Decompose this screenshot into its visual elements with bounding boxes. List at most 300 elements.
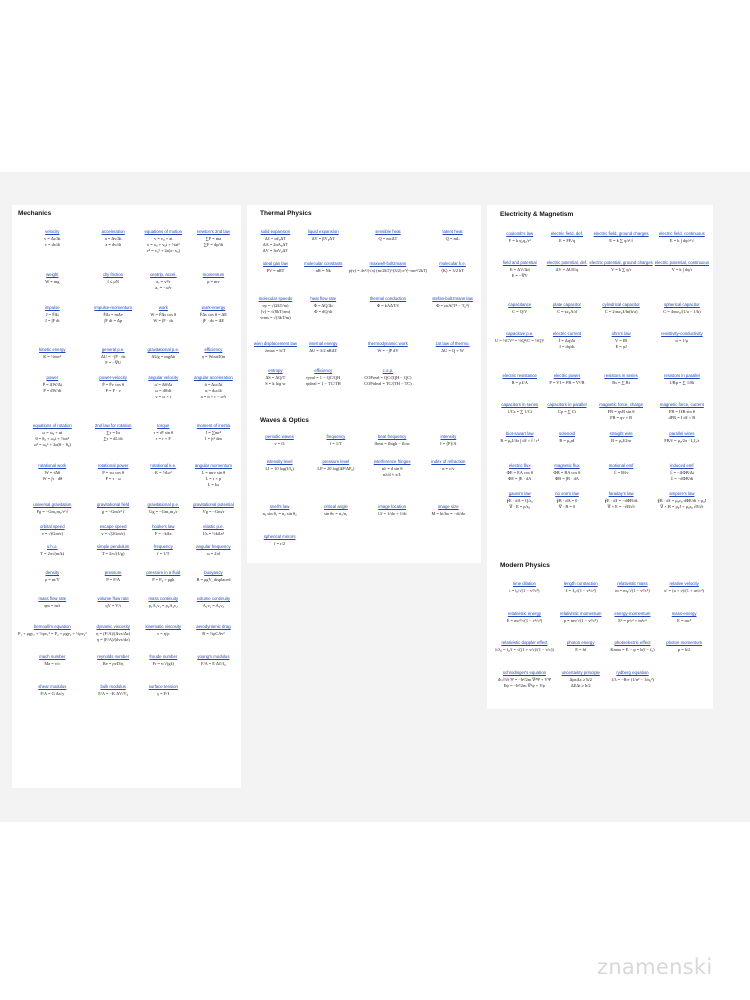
formula-label-link[interactable]: parallel wires xyxy=(669,431,695,436)
equation-line: E² = p²c² + m²c⁴ xyxy=(618,618,647,623)
formula-label-link[interactable]: hooke's law xyxy=(152,524,175,529)
formula-equation xyxy=(669,409,696,421)
formula-label-link[interactable]: impulse xyxy=(44,305,60,310)
equation-line: Cp = ∑ Ci xyxy=(557,409,577,414)
formula-equation xyxy=(446,236,460,242)
formula-label-link[interactable]: biot-savart law xyxy=(505,431,534,436)
equation-line: vrms = √(3kT/m) xyxy=(260,315,291,320)
formula-label-link[interactable]: no one's law xyxy=(555,491,579,496)
formula-cell xyxy=(140,684,187,708)
formula-equation xyxy=(152,354,176,360)
formula-label-link[interactable]: simple pendulum xyxy=(96,544,130,549)
formula-label-link[interactable]: molecular speeds xyxy=(258,296,293,301)
thermal-title: Thermal Physics xyxy=(260,210,312,217)
formula-label-link[interactable]: resistors in parallel xyxy=(663,373,700,378)
equation-line: P = τω cos θ xyxy=(102,470,125,475)
equation-line: Fg = −Gm₁m₂/r² r̂ xyxy=(36,509,68,514)
equation-line: C = 2πκε₀ℓ/ln(b/a) xyxy=(604,309,638,314)
formula-label-link[interactable]: capacitors in series xyxy=(501,402,539,407)
equation-line: v² = v₀² + 2a(x−x₀) xyxy=(146,248,180,253)
equation-line: ∑τ = Iα xyxy=(106,430,120,435)
em-grid xyxy=(495,231,709,520)
formula-label-link[interactable]: rotational k.e. xyxy=(150,463,177,468)
equation-line: dFB = I dℓ × B xyxy=(668,415,696,420)
formula-equation xyxy=(96,631,130,643)
equation-line: E = ΔV/Δd xyxy=(509,267,530,272)
equation-line: ΦB = ∫B · dA xyxy=(554,476,579,481)
formula-label-link[interactable]: snell's law xyxy=(269,504,290,509)
equation-line: n = c/v xyxy=(442,466,455,471)
formula-cell xyxy=(301,341,346,368)
formula-label-link[interactable]: volume flow rate xyxy=(97,596,129,601)
equation-line: ΔV = 3αV₀ΔT xyxy=(262,248,289,253)
formula-label-link[interactable]: interference fringes xyxy=(373,459,411,464)
formula-label-link[interactable]: bulk modulus xyxy=(100,684,126,689)
formula-label-link[interactable]: image location xyxy=(378,504,406,509)
formula-equation xyxy=(44,236,60,248)
formula-label-link[interactable]: gravitational p.e. xyxy=(147,347,180,352)
waves-title: Waves & Optics xyxy=(260,417,309,424)
equation-line: 1/Rp = ∑ 1/Ri xyxy=(669,380,695,385)
formula-cell xyxy=(90,624,137,654)
formula-equation xyxy=(507,618,542,624)
equation-line: f = r/2 xyxy=(274,541,286,546)
formula-label-link[interactable]: beat frequency xyxy=(377,434,407,439)
formula-label-link[interactable]: relativistic momentum xyxy=(559,611,602,616)
formula-label-link[interactable]: angular velocity xyxy=(148,375,179,380)
formula-label-link[interactable]: pressure xyxy=(104,570,122,575)
equation-line: C = κε₀A/d xyxy=(557,309,577,314)
formula-equation xyxy=(203,531,224,537)
formula-label-link[interactable]: mass continuity xyxy=(148,596,179,601)
formula-equation xyxy=(265,466,294,472)
equation-line: I = ∫r² dm xyxy=(205,436,222,441)
formula-label-link[interactable]: image size xyxy=(438,504,459,509)
formula-label-link[interactable]: thermodynamic work xyxy=(368,341,408,346)
formula-label-link[interactable]: wien displacement law xyxy=(253,341,297,346)
formula-equation xyxy=(677,618,691,624)
formula-label-link[interactable]: dry friction xyxy=(103,272,124,277)
formula-equation xyxy=(18,631,87,637)
formula-label-link[interactable]: electric field, continuous xyxy=(658,231,705,236)
equation-line: ρ = m/V xyxy=(44,577,60,582)
formula-label-link[interactable]: stefan-boltzmann law xyxy=(432,296,473,301)
formula-label-link[interactable]: cylindrical capacitor xyxy=(602,302,640,307)
formula-label-link[interactable]: surface tension xyxy=(148,684,178,689)
equation-line: K = ½Iω² xyxy=(154,470,172,475)
formula-equation xyxy=(274,441,284,447)
formula-label-link[interactable]: momentum xyxy=(202,272,225,277)
formula-label-link[interactable]: gauss's law xyxy=(508,491,531,496)
formula-cell xyxy=(18,375,87,423)
equation-line: ℰ = Bℓv xyxy=(613,470,629,475)
formula-label-link[interactable]: relativistic doppler effect xyxy=(501,640,548,645)
modern-grid xyxy=(495,581,709,706)
equation-line: p = mv/√(1 − v²/c²) xyxy=(563,618,598,623)
equation-line: 1/Cs = ∑ 1/Ci xyxy=(507,409,532,414)
formula-cell xyxy=(18,423,87,463)
formula-equation xyxy=(664,588,704,594)
mechanics-title: Mechanics xyxy=(18,210,52,217)
formula-equation xyxy=(611,438,631,444)
formula-label-link[interactable]: electric field, def. xyxy=(550,231,584,236)
formula-label-link[interactable]: velocity xyxy=(45,229,60,234)
formula-label-link[interactable]: s.h.o. xyxy=(47,544,58,549)
formula-label-link[interactable]: relativistic mass xyxy=(617,581,648,586)
formula-cell xyxy=(190,596,237,624)
formula-label-link[interactable]: 1st law of thermo. xyxy=(435,341,470,346)
formula-label-link[interactable]: aerodynamic drag xyxy=(196,624,231,629)
equation-line: ℰ = −ΔΦB/Δt xyxy=(669,470,694,475)
formula-label-link[interactable]: work-energy xyxy=(201,305,226,310)
formula-label-link[interactable]: spherical capacitor xyxy=(663,302,700,307)
formula-label-link[interactable]: plate capacitor xyxy=(552,302,581,307)
formula-label-link[interactable]: bernoulli's equation xyxy=(33,624,71,629)
formula-label-link[interactable]: electric potential, ground charges xyxy=(589,260,653,265)
equation-line: ω = dθ/dt xyxy=(155,388,172,393)
formula-equation xyxy=(614,470,629,476)
formula-equation xyxy=(43,382,62,394)
formula-label-link[interactable]: 2nd law for rotation xyxy=(94,423,132,428)
formula-label-link[interactable]: straight wire xyxy=(609,431,633,436)
formula-label-link[interactable]: escape speed xyxy=(99,524,127,529)
formula-cell xyxy=(301,296,346,341)
formula-label-link[interactable]: molecular constants xyxy=(304,261,343,266)
formula-equation xyxy=(500,438,539,444)
equation-line: ΔEΔt ≥ ħ/2 xyxy=(570,683,591,688)
formula-label-link[interactable]: acceleration xyxy=(101,229,125,234)
formula-equation xyxy=(510,267,530,279)
equation-line: Us = ½kΔx² xyxy=(202,531,225,536)
equation-line: Vg = −Gm/r xyxy=(202,509,225,514)
formula-cell xyxy=(18,347,87,375)
formula-label-link[interactable]: frequency xyxy=(153,544,173,549)
formula-label-link[interactable]: intensity level xyxy=(266,459,293,464)
equation-line: a꜀ = v²/r xyxy=(156,279,171,284)
formula-label-link[interactable]: angular acceleration xyxy=(194,375,233,380)
formula-label-link[interactable]: photoelectric effect xyxy=(614,640,651,645)
formula-equation xyxy=(150,312,176,324)
formula-label-link[interactable]: latent heat xyxy=(442,229,463,234)
formula-label-link[interactable]: mass-energy xyxy=(671,611,697,616)
formula-cell xyxy=(301,261,346,296)
formula-equation xyxy=(615,588,649,594)
equation-line: v = √(2Gm/r) xyxy=(101,531,125,536)
equation-line: ∮E · dℓ = −dΦB/dt xyxy=(604,498,638,503)
formula-label-link[interactable]: rydberg equation xyxy=(616,670,649,675)
formula-label-link[interactable]: resistors in series xyxy=(604,373,638,378)
formula-label-link[interactable]: magnetic force, current xyxy=(659,402,704,407)
formula-label-link[interactable]: molecular k.e. xyxy=(439,261,466,266)
equation-line: LP = 20 log(ΔP/ΔP₀) xyxy=(317,466,355,471)
formula-label-link[interactable]: electric current xyxy=(552,331,582,336)
formula-label-link[interactable]: centrip. accel. xyxy=(150,272,177,277)
equation-line: Kmax = E − φ = h(f − f₀) xyxy=(610,647,655,652)
formula-equation xyxy=(441,268,464,274)
formula-label-link[interactable]: efficiency xyxy=(204,347,223,352)
equation-line: F/A = G Δx/y xyxy=(40,691,65,696)
formula-label-link[interactable]: liquid expansion xyxy=(307,229,339,234)
formula-label-link[interactable]: ampere's law xyxy=(669,491,695,496)
formula-label-link[interactable]: equations of rotation xyxy=(32,423,72,428)
equation-line: η = (F/A)/(Δvx/Δz) xyxy=(96,631,131,636)
formula-label-link[interactable]: solid expansion xyxy=(260,229,291,234)
equation-line: ∫F · ds = ΔE xyxy=(202,318,225,323)
formula-label-link[interactable]: mach number xyxy=(39,654,66,659)
formula-label-link[interactable]: universal gravitation xyxy=(33,502,72,507)
equation-line: F = −∇U xyxy=(105,360,121,365)
formula-label-link[interactable]: kinetic energy xyxy=(39,347,66,352)
formula-label-link[interactable]: work xyxy=(158,305,168,310)
formula-label-link[interactable]: angular momentum xyxy=(194,463,232,468)
formula-equation xyxy=(442,466,454,472)
formula-label-link[interactable]: gravitational p.e. xyxy=(147,502,180,507)
formula-label-link[interactable]: time dilation xyxy=(512,581,536,586)
formula-equation xyxy=(509,588,539,594)
equation-line: Ī = Δq/Δt xyxy=(558,338,576,343)
formula-label-link[interactable]: electric field, ground charges xyxy=(593,231,649,236)
formula-label-link[interactable]: faraday's law xyxy=(608,491,634,496)
formula-equation xyxy=(670,238,694,244)
formula-cell xyxy=(140,654,187,684)
formula-cell xyxy=(495,463,544,491)
formula-label-link[interactable]: electric flux xyxy=(508,463,531,468)
formula-label-link[interactable]: energy-momentum xyxy=(614,611,651,616)
formula-cell xyxy=(430,261,475,296)
formula-equation xyxy=(202,470,226,488)
formula-label-link[interactable]: angular frequency xyxy=(196,544,231,549)
equation-line: x = x₀ + v₀t + ½at² xyxy=(146,242,180,247)
formula-cell xyxy=(546,231,587,260)
formula-label-link[interactable]: mass flow rate xyxy=(38,596,67,601)
formula-label-link[interactable]: weight xyxy=(46,272,59,277)
formula-equation xyxy=(608,409,635,421)
formula-cell xyxy=(190,502,237,524)
mechanics-grid xyxy=(18,229,237,708)
formula-label-link[interactable]: young's modulus xyxy=(197,654,230,659)
formula-label-link[interactable]: intensity xyxy=(440,434,457,439)
equation-line: Re = ρvD/η xyxy=(102,661,124,666)
formula-label-link[interactable]: capacitive p.e. xyxy=(506,331,534,336)
formula-label-link[interactable]: c.o.p. xyxy=(382,368,394,373)
formula-equation xyxy=(441,348,464,354)
formula-cell xyxy=(430,229,475,261)
formula-equation xyxy=(147,236,180,254)
formula-label-link[interactable]: heat flow rate xyxy=(310,296,337,301)
formula-cell xyxy=(190,524,237,544)
formula-cell xyxy=(140,229,187,272)
formula-label-link[interactable]: electric potential, def. xyxy=(546,260,588,265)
formula-label-link[interactable]: capacitors in parallel xyxy=(547,402,587,407)
equation-line: R = ρℓ/A xyxy=(511,380,528,385)
equation-line: α = dω/dt xyxy=(205,388,222,393)
formula-label-link[interactable]: motional emf xyxy=(608,463,634,468)
formula-label-link[interactable]: schrodinger's equation xyxy=(502,670,546,675)
formula-equation xyxy=(44,603,60,609)
formula-label-link[interactable]: pressure level xyxy=(322,459,350,464)
formula-cell xyxy=(655,302,709,331)
formula-label-link[interactable]: kinematic viscosity xyxy=(145,624,182,629)
equation-line: ∇ · E = ρ/ε₀ xyxy=(509,504,531,509)
formula-equation xyxy=(330,441,342,447)
formula-cell xyxy=(18,524,87,544)
equation-line: P = VI = I²R = V²/R xyxy=(549,380,585,385)
equation-line: t = t₀/√(1 − v²/c²) xyxy=(509,588,540,593)
formula-label-link[interactable]: impulse-momentum xyxy=(94,305,133,310)
formula-label-link[interactable]: magnetic force, charge xyxy=(599,402,643,407)
equation-line: ∮B · dA = 0 xyxy=(556,498,578,503)
formula-equation xyxy=(45,577,60,583)
formula-label-link[interactable]: periodic waves xyxy=(265,434,294,439)
formula-label-link[interactable]: magnetic flux xyxy=(554,463,580,468)
formula-cell xyxy=(140,544,187,570)
equation-line: V = k ∫ dq/r xyxy=(671,267,693,272)
equation-line: ρ₁A₁v₁ = ρ₂A₂v₂ xyxy=(148,603,178,608)
formula-cell xyxy=(90,524,137,544)
formula-cell xyxy=(495,402,544,431)
formula-label-link[interactable]: relativistic energy xyxy=(507,611,542,616)
equation-line: ∑F = dp/dt xyxy=(203,242,224,247)
formula-label-link[interactable]: uncertainty principle xyxy=(561,670,600,675)
formula-cell xyxy=(655,491,709,520)
equation-line: T = 2π√(m/k) xyxy=(40,551,65,556)
formula-label-link[interactable]: index of refraction xyxy=(431,459,466,464)
formula-label-link[interactable]: maxwell-boltzmann xyxy=(369,261,407,266)
formula-label-link[interactable]: general p.e. xyxy=(101,347,125,352)
formula-label-link[interactable]: capacitance xyxy=(508,302,532,307)
formula-label-link[interactable]: equations of motion xyxy=(144,229,183,234)
formula-equation xyxy=(207,279,219,285)
formula-label-link[interactable]: internal energy xyxy=(309,341,338,346)
formula-label-link[interactable]: elastic p.e. xyxy=(203,524,224,529)
equation-line: I = ∑mr² xyxy=(205,430,222,435)
equation-line: ΔpxΔx ≥ ħ/2 xyxy=(569,677,592,682)
formula-label-link[interactable]: photon momentum xyxy=(666,640,703,645)
formula-label-link[interactable]: moment of inertia xyxy=(196,423,231,428)
formula-equation xyxy=(102,551,125,557)
formula-label-link[interactable]: orbital speed xyxy=(39,524,65,529)
formula-label-link[interactable]: buoyancy xyxy=(204,570,223,575)
formula-cell xyxy=(655,231,709,260)
formula-cell xyxy=(546,302,587,331)
formula-equation xyxy=(265,348,285,354)
formula-label-link[interactable]: induced emf xyxy=(670,463,694,468)
formula-label-link[interactable]: ideal gas law xyxy=(262,261,288,266)
formula-label-link[interactable]: shear modulus xyxy=(38,684,67,689)
formula-cell xyxy=(309,434,362,459)
formula-equation xyxy=(34,430,71,448)
formula-equation xyxy=(200,312,227,324)
formula-cell xyxy=(556,670,606,706)
formula-equation xyxy=(559,238,575,244)
formula-equation xyxy=(153,430,173,442)
formula-label-link[interactable]: volume continuity xyxy=(196,596,231,601)
equation-line: ∫F dt = Δp xyxy=(104,318,123,323)
formula-cell xyxy=(18,502,87,524)
formula-label-link[interactable]: density xyxy=(45,570,60,575)
formula-cell xyxy=(495,491,544,520)
equation-line: ∮B · dℓ = μ₀ε₀ dΦE/dt + μ₀I xyxy=(657,498,707,503)
formula-label-link[interactable]: thermal conduction xyxy=(369,296,407,301)
formula-label-link[interactable]: newton's 2nd law xyxy=(197,229,230,234)
formula-label-link[interactable]: solenoid xyxy=(558,431,575,436)
formula-cell xyxy=(546,260,587,302)
equation-line: FB = IℓB sin θ xyxy=(668,409,695,414)
formula-equation xyxy=(101,531,125,537)
formula-cell xyxy=(90,596,137,624)
formula-label-link[interactable]: gravitational field xyxy=(97,502,130,507)
formula-label-link[interactable]: resistivity-conductivity xyxy=(661,331,703,336)
equation-line: B = ρgV_displaced xyxy=(196,577,231,582)
formula-equation xyxy=(559,438,574,444)
formula-cell xyxy=(18,624,87,654)
equation-line: R = ½ρCAv² xyxy=(202,631,225,636)
equation-line: Q = mL xyxy=(445,236,460,241)
formula-cell xyxy=(589,463,652,491)
formula-label-link[interactable]: rotational power xyxy=(97,463,129,468)
formula-label-link[interactable]: length contraction xyxy=(563,581,598,586)
formula-cell xyxy=(190,229,237,272)
formula-label-link[interactable]: spherical mirrors xyxy=(263,534,296,539)
equation-line: S = k log w xyxy=(265,381,286,386)
formula-equation xyxy=(102,509,125,515)
formula-label-link[interactable]: froude number xyxy=(149,654,178,659)
formula-label-link[interactable]: relative velocity xyxy=(669,581,699,586)
formula-cell xyxy=(495,611,554,640)
formula-label-link[interactable]: sensible heat xyxy=(375,229,401,234)
formula-label-link[interactable]: entropy xyxy=(268,368,283,373)
formula-equation xyxy=(149,509,177,515)
formula-label-link[interactable]: reynolds number xyxy=(97,654,130,659)
formula-label-link[interactable]: power-velocity xyxy=(99,375,127,380)
equation-line: P = F · v xyxy=(105,388,121,393)
formula-cell xyxy=(309,504,362,534)
formula-label-link[interactable]: electric resistance xyxy=(502,373,537,378)
formula-equation xyxy=(40,691,64,697)
formula-label-link[interactable]: field and potential xyxy=(502,260,537,265)
formula-label-link[interactable]: power xyxy=(46,375,59,380)
formula-cell xyxy=(589,260,652,302)
formula-label-link[interactable]: gravitational potential xyxy=(193,502,234,507)
equation-line: F/A = −K ΔV/V₀ xyxy=(98,691,129,696)
formula-label-link[interactable]: electric potential, continuous xyxy=(654,260,709,265)
formula-cell xyxy=(253,368,298,405)
formula-label-link[interactable]: photon energy xyxy=(567,640,595,645)
formula-label-link[interactable]: efficiency xyxy=(314,368,333,373)
equation-line: ∮E · dA = Q/ε₀ xyxy=(506,498,533,503)
formula-label-link[interactable]: ohm's law xyxy=(611,331,631,336)
formula-label-link[interactable]: frequency xyxy=(326,434,346,439)
formula-label-link[interactable]: pressure in a fluid xyxy=(146,570,181,575)
equation-line: η = Wout/Ein xyxy=(201,354,226,359)
formula-label-link[interactable]: rotational work xyxy=(38,463,67,468)
formula-equation xyxy=(265,375,285,387)
formula-label-link[interactable]: coulomb's law xyxy=(506,231,534,236)
formula-label-link[interactable]: torque xyxy=(157,423,170,428)
equation-line: ω² = ω₀² + 2α(θ − θ₀) xyxy=(33,442,71,447)
formula-label-link[interactable]: electric power xyxy=(553,373,581,378)
em-modern-sheet xyxy=(487,205,713,709)
formula-label-link[interactable]: dynamic viscosity xyxy=(96,624,130,629)
formula-label-link[interactable]: critical angle xyxy=(323,504,348,509)
formula-cell xyxy=(589,231,652,260)
formula-equation xyxy=(676,338,689,344)
formula-cell xyxy=(90,423,137,463)
equation-line: v = √(Gm/r) xyxy=(41,531,64,536)
equation-line: U = ½CV² = ½Q²/C = ½QV xyxy=(495,338,545,343)
formula-equation xyxy=(107,279,119,285)
formula-cell xyxy=(190,624,237,654)
